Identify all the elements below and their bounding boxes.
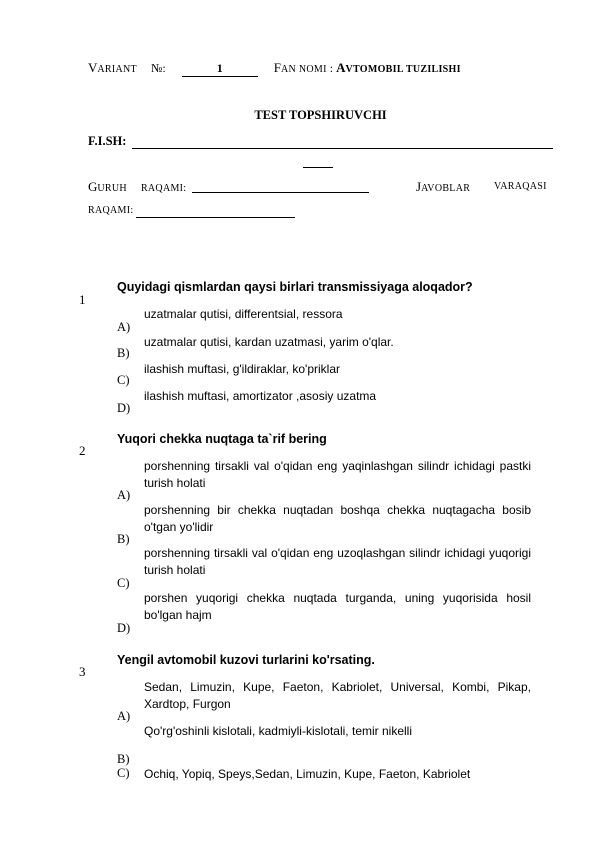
question-text: Yengil avtomobil kuzovi turlarini ko'rsating. [117, 653, 375, 667]
fan-value-initial: A [336, 60, 346, 75]
option-letter: D) [117, 401, 131, 415]
answer-option[interactable]: ilashish muftasi, g'ildiraklar, ko'priklar [144, 362, 340, 376]
question-number: 2 [79, 443, 86, 458]
guruh-label-initial: G [88, 179, 98, 194]
option-letter: B) [117, 532, 130, 546]
varaqasi-label: VARAQASI [494, 181, 547, 192]
variant-no-label: №: [150, 61, 166, 75]
variant-line [88, 60, 461, 77]
option-letter: A) [117, 709, 131, 723]
question-number: 1 [79, 292, 86, 307]
fan-value-rest: VTOMOBIL TUZILISHI [345, 64, 461, 75]
fan-colon: : [329, 61, 334, 75]
javoblar-varaqasi-line [416, 179, 470, 195]
question-text: Yuqori chekka nuqtaga ta`rif bering [117, 432, 327, 446]
option-letter: C) [117, 766, 130, 780]
raqami-label: RAQAMI: [140, 183, 187, 194]
javoblar-raqami-input-line[interactable] [136, 217, 295, 218]
answer-option[interactable]: uzatmalar qutisi, differentsial, ressora [144, 307, 343, 321]
option-letter: B) [117, 346, 130, 360]
variant-value-field[interactable] [182, 61, 258, 77]
question-text: Quyidagi qismlardan qaysi birlari transmissiyaga aloqador? [117, 280, 473, 294]
page-title: TEST TOPSHIRUVCHI [254, 108, 387, 122]
javoblar-label-initial: J [416, 179, 422, 194]
variant-label-rest: ARIANT [97, 64, 137, 75]
answer-option[interactable]: ilashish muftasi, amortizator ,asosiy uzatma [144, 389, 377, 403]
answer-option[interactable]: porshenning tirsakli val o'qidan eng uzoqlashgan silindr ichidagi yuqorigi turish holati [144, 546, 531, 577]
raqami2-label: RAQAMI: [88, 205, 134, 216]
option-letter: B) [117, 752, 130, 766]
fish-input-line-short[interactable] [303, 167, 333, 168]
answer-option[interactable]: porshenning tirsakli val o'qidan eng yaqinlashgan silindr ichidagi pastki turish holati [144, 459, 531, 490]
answer-option[interactable]: porshen yuqorigi chekka nuqtada turganda, uning yuqorisida hosil bo'lgan hajm [144, 591, 531, 622]
javoblar-label-rest: AVOBLAR [421, 183, 471, 194]
answer-option[interactable]: uzatmalar qutisi, kardan uzatmasi, yarim o'qlar. [144, 335, 394, 349]
fan-label-initial: F [273, 60, 281, 75]
option-letter: C) [117, 576, 130, 590]
guruh-raqami-line [88, 179, 186, 195]
fish-input-line[interactable] [132, 148, 553, 149]
question-number: 3 [79, 664, 86, 679]
answer-option[interactable]: porshenning bir chekka nuqtadan boshqa chekka nuqtagacha bosib o'tgan yo'lidir [144, 503, 531, 534]
guruh-raqami-input-line[interactable] [192, 192, 369, 193]
answer-option[interactable]: Qo'rg'oshinli kislotali, kadmiyli-kislotali, temir nikelli [144, 724, 412, 738]
option-letter: A) [117, 488, 131, 502]
option-letter: C) [117, 373, 130, 387]
variant-value: 1 [216, 61, 223, 75]
fan-label-rest: AN NOMI [281, 64, 327, 75]
option-letter: A) [117, 320, 131, 334]
fish-label: F.I.SH: [88, 134, 127, 148]
answer-option[interactable]: Sedan, Limuzin, Kupe, Faeton, Kabriolet, Universal, Kombi, Pikap, Xardtop, Furgon [144, 680, 531, 711]
guruh-label-rest: URUH [97, 183, 127, 194]
answer-option[interactable]: Ochiq, Yopiq, Speys,Sedan, Limuzin, Kupe, Faeton, Kabriolet [144, 767, 471, 781]
option-letter: D) [117, 621, 131, 635]
variant-label-initial: V [88, 60, 98, 75]
